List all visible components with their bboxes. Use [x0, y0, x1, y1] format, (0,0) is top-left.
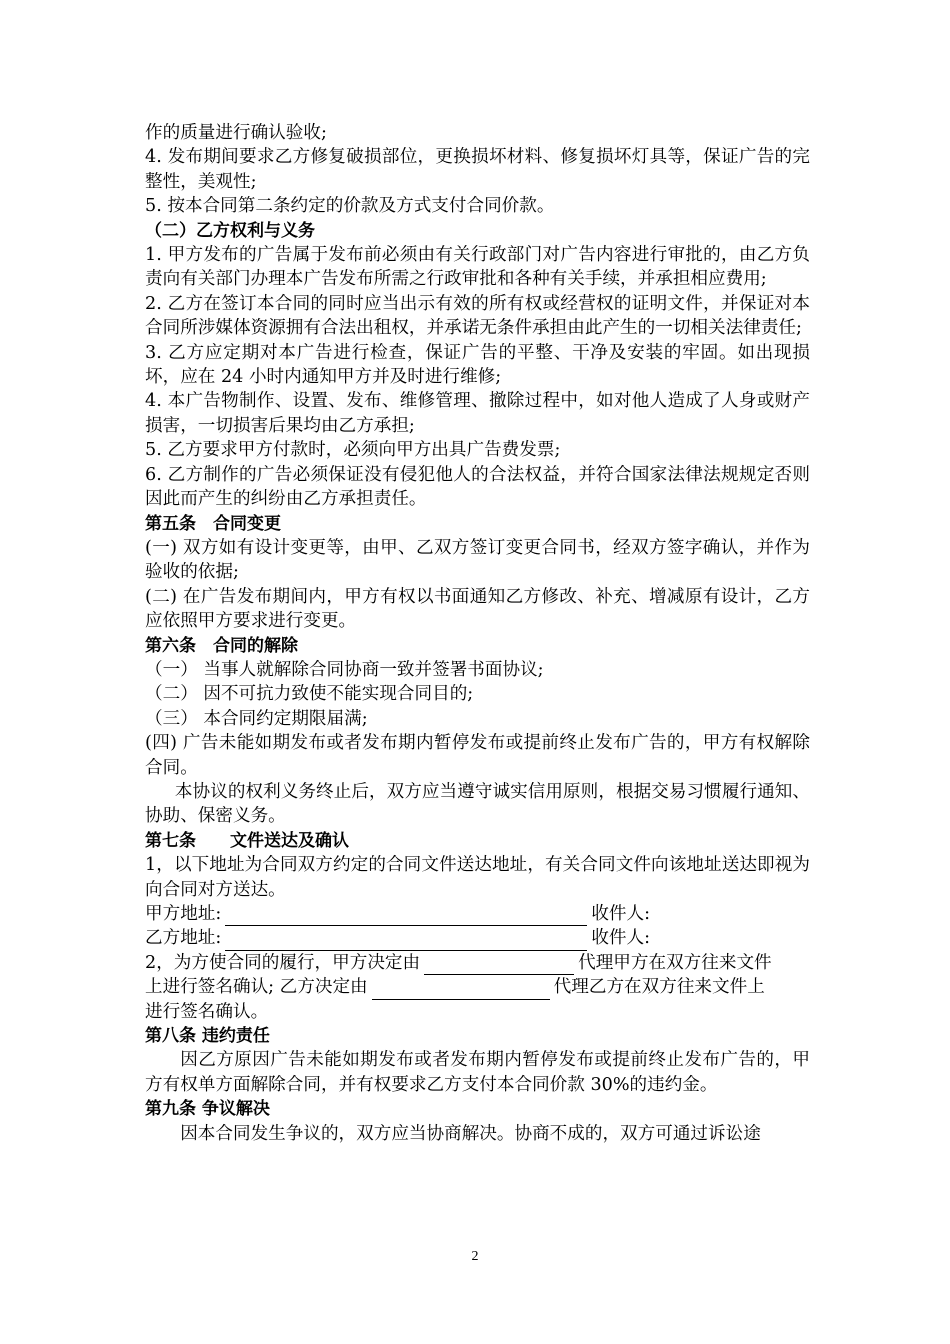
party-a-address-blank[interactable]	[225, 908, 587, 926]
paragraph: 4. 发布期间要求乙方修复破损部位，更换损坏材料、修复损坏灯具等，保证广告的完整性，美观性;	[145, 147, 810, 192]
paragraph: 本协议的权利义务终止后，双方应当遵守诚实信用原则，根据交易习惯履行通知、协助、保密义务。	[145, 781, 810, 827]
paragraph: 5. 按本合同第二条约定的价款及方式支付合同价款。	[145, 196, 555, 217]
paragraph: 作的质量进行确认验收;	[145, 123, 327, 143]
paragraph: 进行签名确认。	[145, 1001, 269, 1022]
agent-a-text: 2，为方使合同的履行，甲方决定由	[145, 952, 421, 973]
page-number: 2	[471, 1249, 479, 1264]
paragraph: 3. 乙方应定期对本广告进行检查，保证广告的平整、干净及安装的牢固。如出现损坏，应在 24 小时内通知甲方并及时进行维修;	[145, 342, 810, 388]
agent-a-text-end: 代理甲方在双方往来文件	[578, 952, 772, 973]
paragraph: 因本合同发生争议的，双方应当协商解决。协商不成的，双方可通过诉讼途	[180, 1123, 761, 1144]
paragraph: （三） 本合同约定期限届满;	[145, 708, 368, 729]
paragraph: 1. 甲方发布的广告属于发布前必须由有关行政部门对广告内容进行审批的，由乙方负责向有关部门办理本广告发布所需之行政审批和各种有关手续，并承担相应费用;	[145, 245, 810, 290]
article-heading: 第六条 合同的解除	[145, 635, 298, 656]
article-heading: 第七条 文件送达及确认	[145, 830, 349, 851]
party-a-recipient-label: 收件人:	[591, 904, 651, 924]
paragraph: 因乙方原因广告未能如期发布或者发布期内暂停发布或提前终止发布广告的，甲方有权单方面解除合同，并有权要求乙方支付本合同价款 30%的违约金。	[145, 1050, 810, 1095]
paragraph: (一) 双方如有设计变更等，由甲、乙双方签订变更合同书，经双方签字确认，并作为验收的依据;	[145, 537, 810, 583]
paragraph: (二) 在广告发布期间内，甲方有权以书面通知乙方修改、补充、增减原有设计，乙方应依照甲方要求进行变更。	[145, 586, 810, 632]
document-body	[145, 121, 810, 1146]
paragraph: 6. 乙方制作的广告必须保证没有侵犯他人的合法权益，并符合国家法律法规规定否则因此而产生的纠纷由乙方承担责任。	[145, 464, 810, 510]
party-a-address-row	[145, 902, 810, 926]
paragraph: （二） 因不可抗力致使不能实现合同目的;	[145, 684, 474, 705]
section-heading: （二）乙方权利与义务	[145, 220, 315, 241]
paragraph: 1，以下地址为合同双方约定的合同文件送达地址，有关合同文件向该地址送达即视为向合同对方送达。	[145, 855, 810, 900]
agent-a-row	[145, 951, 810, 975]
paragraph: （一） 当事人就解除合同协商一致并签署书面协议;	[145, 659, 544, 680]
paragraph: 4. 本广告物制作、设置、发布、维修管理、撤除过程中，如对他人造成了人身或财产损害，一切损害后果均由乙方承担;	[145, 391, 810, 436]
paragraph: 5. 乙方要求甲方付款时，必须向甲方出具广告费发票;	[145, 440, 561, 461]
paragraph: (四) 广告未能如期发布或者发布期内暂停发布或提前终止发布广告的，甲方有权解除合同。	[145, 733, 810, 778]
paragraph: 2. 乙方在签订本合同的同时应当出示有效的所有权或经营权的证明文件，并保证对本合同所涉媒体资源拥有合法出租权，并承诺无条件承担由此产生的一切相关法律责任;	[145, 293, 810, 339]
article-heading: 第九条 争议解决	[145, 1099, 270, 1120]
party-b-recipient-label: 收件人:	[591, 928, 651, 949]
article-heading: 第五条 合同变更	[145, 513, 281, 534]
agent-b-text-end: 代理乙方在双方往来文件上	[553, 977, 765, 998]
article-heading: 第八条 违约责任	[145, 1026, 270, 1047]
party-b-address-blank[interactable]	[225, 933, 587, 951]
agent-b-text: 上进行签名确认; 乙方决定由	[145, 977, 368, 998]
agent-b-row	[145, 975, 810, 999]
party-b-address-label: 乙方地址:	[145, 928, 222, 949]
party-a-address-label: 甲方地址:	[145, 904, 222, 924]
agent-b-blank[interactable]	[372, 982, 550, 1000]
party-b-address-row	[145, 926, 810, 950]
agent-a-blank[interactable]	[424, 957, 574, 975]
